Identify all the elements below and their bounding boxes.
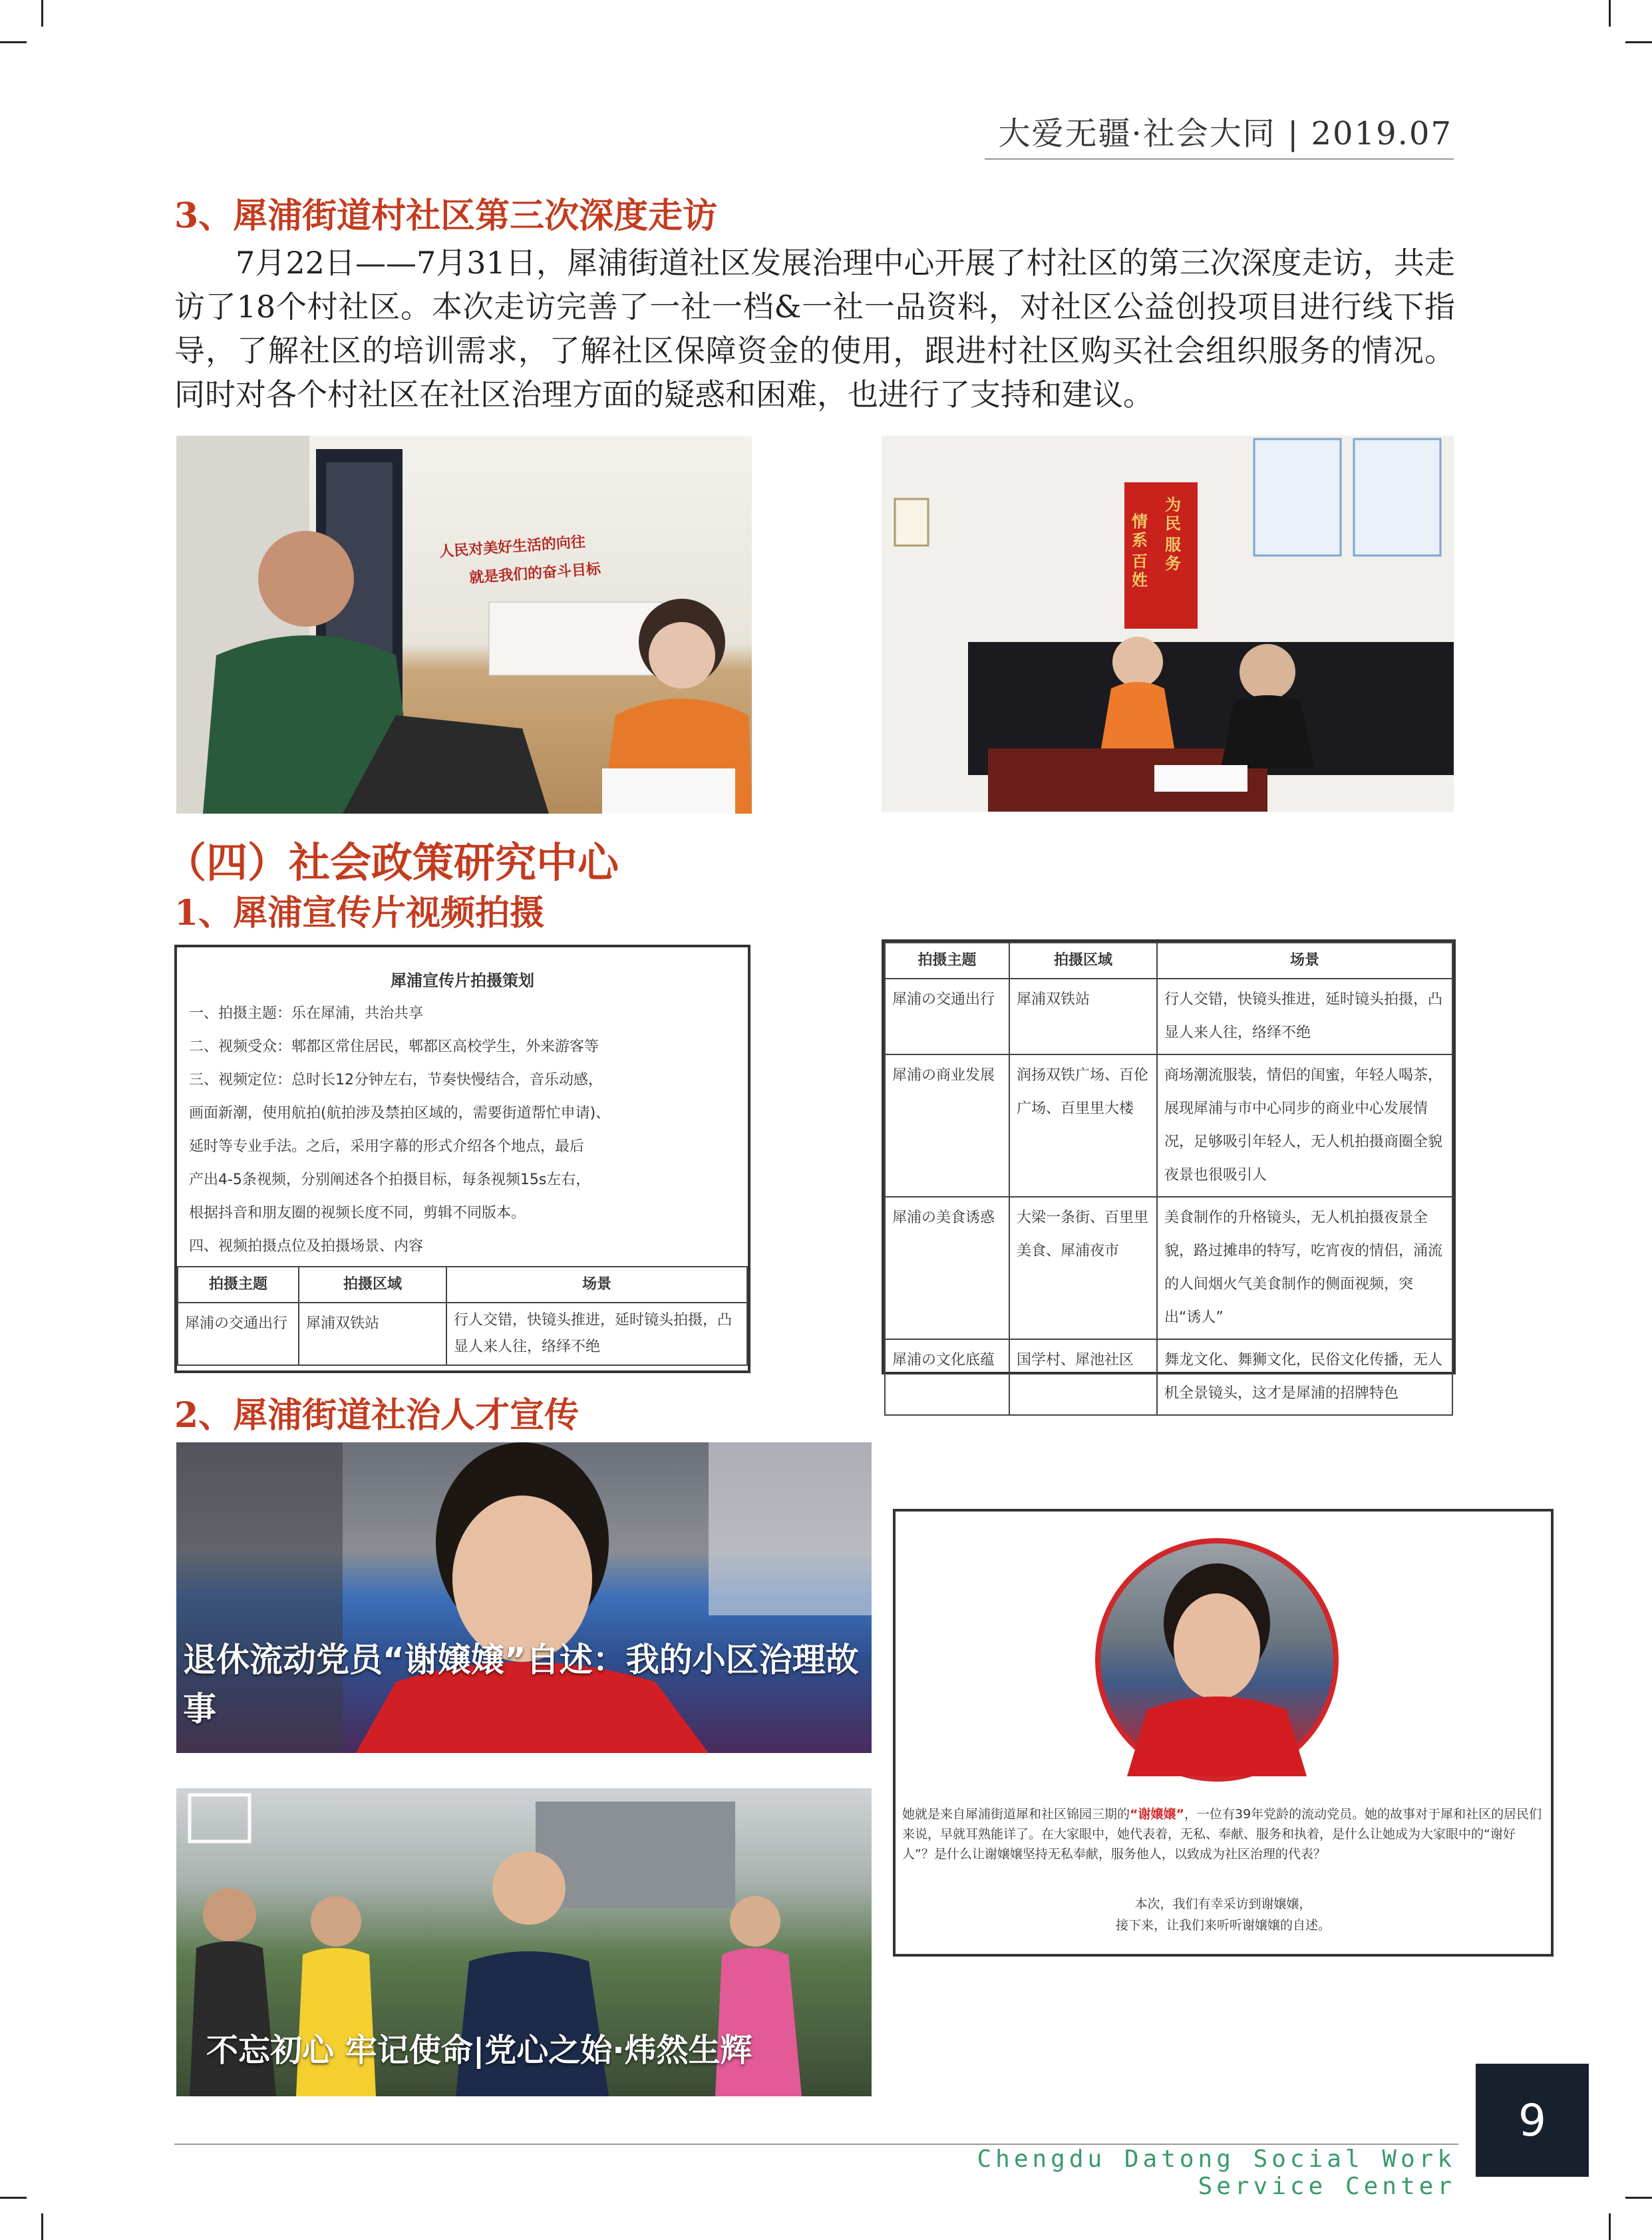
page-number: 9	[1476, 2064, 1589, 2177]
sub2-heading: 2、犀浦街道社治人才宣传	[174, 1395, 579, 1436]
plan-line: 三、视频定位：总时长12分钟左右，节奏快慢结合，音乐动感，	[189, 1072, 603, 1088]
table-row	[885, 1054, 1452, 1197]
pennant-text-1: 情系	[1132, 512, 1148, 550]
wall-slogan-2: 就是我们的奋斗目标	[468, 560, 601, 587]
shooting-plan-document	[174, 945, 750, 1373]
plan-table	[177, 1266, 748, 1366]
plan-title: 犀浦宣传片拍摄策划	[391, 971, 534, 990]
plan-line: 四、视频拍摄点位及拍摄场景、内容	[189, 1238, 424, 1255]
scene-cell: 美食制作的升格镜头，无人机拍摄夜景全貌，路过摊串的特写，吃宵夜的情侣，涌流的人间烟火气美食制作的侧面视频，突出“诱人”	[1157, 1197, 1452, 1339]
scene-cell: 大梁一条街、百里里美食、犀浦夜市	[1009, 1197, 1157, 1339]
interview-photo-2	[882, 436, 1454, 812]
footer-organization: Chengdu Datong Social Work Service Center	[977, 2146, 1456, 2200]
plan-line: 一、拍摄主题：乐在犀浦，共治共享	[189, 1005, 424, 1022]
scene-cell: 行人交错，快镜头推进，延时镜头拍摄，凸显人来人往，络绎不绝	[1157, 979, 1452, 1054]
scene-cell: 舞龙文化、舞狮文化，民俗文化传播，无人机全景镜头，这才是犀浦的招牌特色	[1157, 1339, 1452, 1415]
crop-mark	[0, 2197, 27, 2199]
pennant-text-2: 为民	[1165, 495, 1181, 533]
crop-mark	[1609, 2213, 1611, 2240]
interview-photo-1	[176, 436, 752, 814]
pennant-text-3: 百姓	[1132, 552, 1148, 589]
section3-paragraph: 7月22日——7月31日，犀浦街道社区发展治理中心开展了村社区的第三次深度走访，共走访了18个村社区。本次走访完善了一社一档&一社一品资料，对社区公益创投项目进行线下指导，了解社区的培训需求，了解社区保障资金的使用，跟进村社区购买社会组织服务的情况。同时对各个村社区在社区治理方面的疑惑和困难，也进行了支持和建议。	[174, 245, 1455, 412]
article-body	[902, 1804, 1544, 1864]
table-row	[885, 1197, 1452, 1339]
scene-table-header: 拍摄区域	[1009, 943, 1157, 979]
scene-table-header: 拍摄主题	[885, 943, 1009, 979]
scene-cell: 犀浦の商业发展	[885, 1054, 1009, 1197]
video-thumbnail-1-caption: 退休流动党员“谢嬢嬢”自述：我的小区治理故事	[183, 1641, 859, 1728]
sub1-heading: 1、犀浦宣传片视频拍摄	[174, 893, 545, 933]
footer-rule	[174, 2144, 1458, 2145]
crop-mark	[41, 2213, 43, 2240]
crop-mark	[41, 0, 43, 27]
pennant-text-4: 服务	[1165, 535, 1181, 573]
article-line-3: 接下来，让我们来听听谢嬢嬢的自述。	[1115, 1918, 1331, 1933]
crop-mark	[0, 41, 27, 43]
plan-line: 画面新潮，使用航拍(航拍涉及禁拍区域的，需要街道帮忙申请)、	[189, 1105, 611, 1122]
scene-table	[884, 942, 1453, 1416]
scene-cell: 犀浦の美食诱惑	[885, 1197, 1009, 1339]
section3-heading: 3、犀浦街道村社区第三次深度走访	[174, 196, 718, 236]
plan-line: 二、视频受众：郫都区常住居民，郫都区高校学生，外来游客等	[189, 1039, 599, 1055]
scene-cell: 犀浦の文化底蕴	[885, 1339, 1009, 1415]
plan-line: 根据抖音和朋友圈的视频长度不同，剪辑不同版本。	[189, 1205, 526, 1221]
article-screenshot	[893, 1509, 1554, 1957]
wall-slogan-1: 人民对美好生活的向往	[438, 533, 586, 561]
table-row	[885, 1339, 1452, 1415]
plan-line: 延时等专业手法。之后，采用字幕的形式介绍各个地点，最后	[189, 1138, 585, 1155]
plan-table-header: 拍摄区域	[299, 1267, 446, 1303]
video-thumbnail-2[interactable]	[176, 1788, 872, 2096]
header-rule	[985, 158, 1454, 160]
article-highlight: “谢嬢嬢”	[1130, 1807, 1184, 1822]
article-text-before: 她就是来自犀浦街道犀和社区锦园三期的	[902, 1807, 1130, 1822]
scene-cell: 商场潮流服装，情侣的闺蜜，年轻人喝茶，展现犀浦与市中心同步的商业中心发展情况，足够吸引年轻人，无人机拍摄商圈全貌夜景也很吸引人	[1157, 1054, 1452, 1197]
table-row	[178, 1303, 747, 1365]
shooting-scene-table	[882, 939, 1456, 1402]
crop-mark	[1625, 41, 1652, 43]
plan-table-header: 场景	[446, 1267, 747, 1303]
video-thumbnail-2-caption: 不忘初心 牢记使命|党心之始·炜然生辉	[206, 2032, 752, 2069]
plan-cell: 犀浦双铁站	[299, 1303, 446, 1365]
article-line-2: 本次，我们有幸采访到谢嬢嬢，	[1134, 1897, 1312, 1911]
section4-heading: （四）社会政策研究中心	[165, 838, 619, 887]
plan-line: 产出4-5条视频，分别阐述各个拍摄目标，每条视频15s左右，	[189, 1172, 591, 1188]
running-header: 大爱无疆·社会大同 | 2019.07	[998, 115, 1452, 152]
plan-lines	[177, 997, 748, 1263]
plan-cell: 犀浦の交通出行	[178, 1303, 299, 1365]
video-thumbnail-1[interactable]	[176, 1442, 872, 1753]
portrait-circle	[1095, 1538, 1339, 1782]
plan-cell: 行人交错，快镜头推进，延时镜头拍摄，凸显人来人往，络绎不绝	[446, 1303, 747, 1365]
portrait-scene	[1100, 1543, 1333, 1776]
plan-table-header: 拍摄主题	[178, 1267, 299, 1303]
interview-photo-1-scene	[176, 436, 752, 814]
crop-mark	[1609, 0, 1611, 27]
crop-mark	[1625, 2197, 1652, 2199]
scene-table-header: 场景	[1157, 943, 1452, 979]
scene-cell: 犀浦双铁站	[1009, 979, 1157, 1054]
table-row	[885, 979, 1452, 1054]
interview-photo-2-scene	[882, 436, 1454, 812]
scene-cell: 润扬双铁广场、百伦广场、百里里大楼	[1009, 1054, 1157, 1197]
scene-cell: 国学村、犀池社区	[1009, 1339, 1157, 1415]
article-text-after: ，一位有39年党龄的流动党员。她的故事对于犀和社区的居民们来说，早就耳熟能详了。在大家眼中，她代表着，无私、奉献、服务和执着，是什么让她成为大家眼中的“谢好人”？是什么让谢嬢嬢坚持无私奉献，服务他人，以致成为社区治理的代表？	[902, 1807, 1542, 1861]
scene-cell: 犀浦の交通出行	[885, 979, 1009, 1054]
